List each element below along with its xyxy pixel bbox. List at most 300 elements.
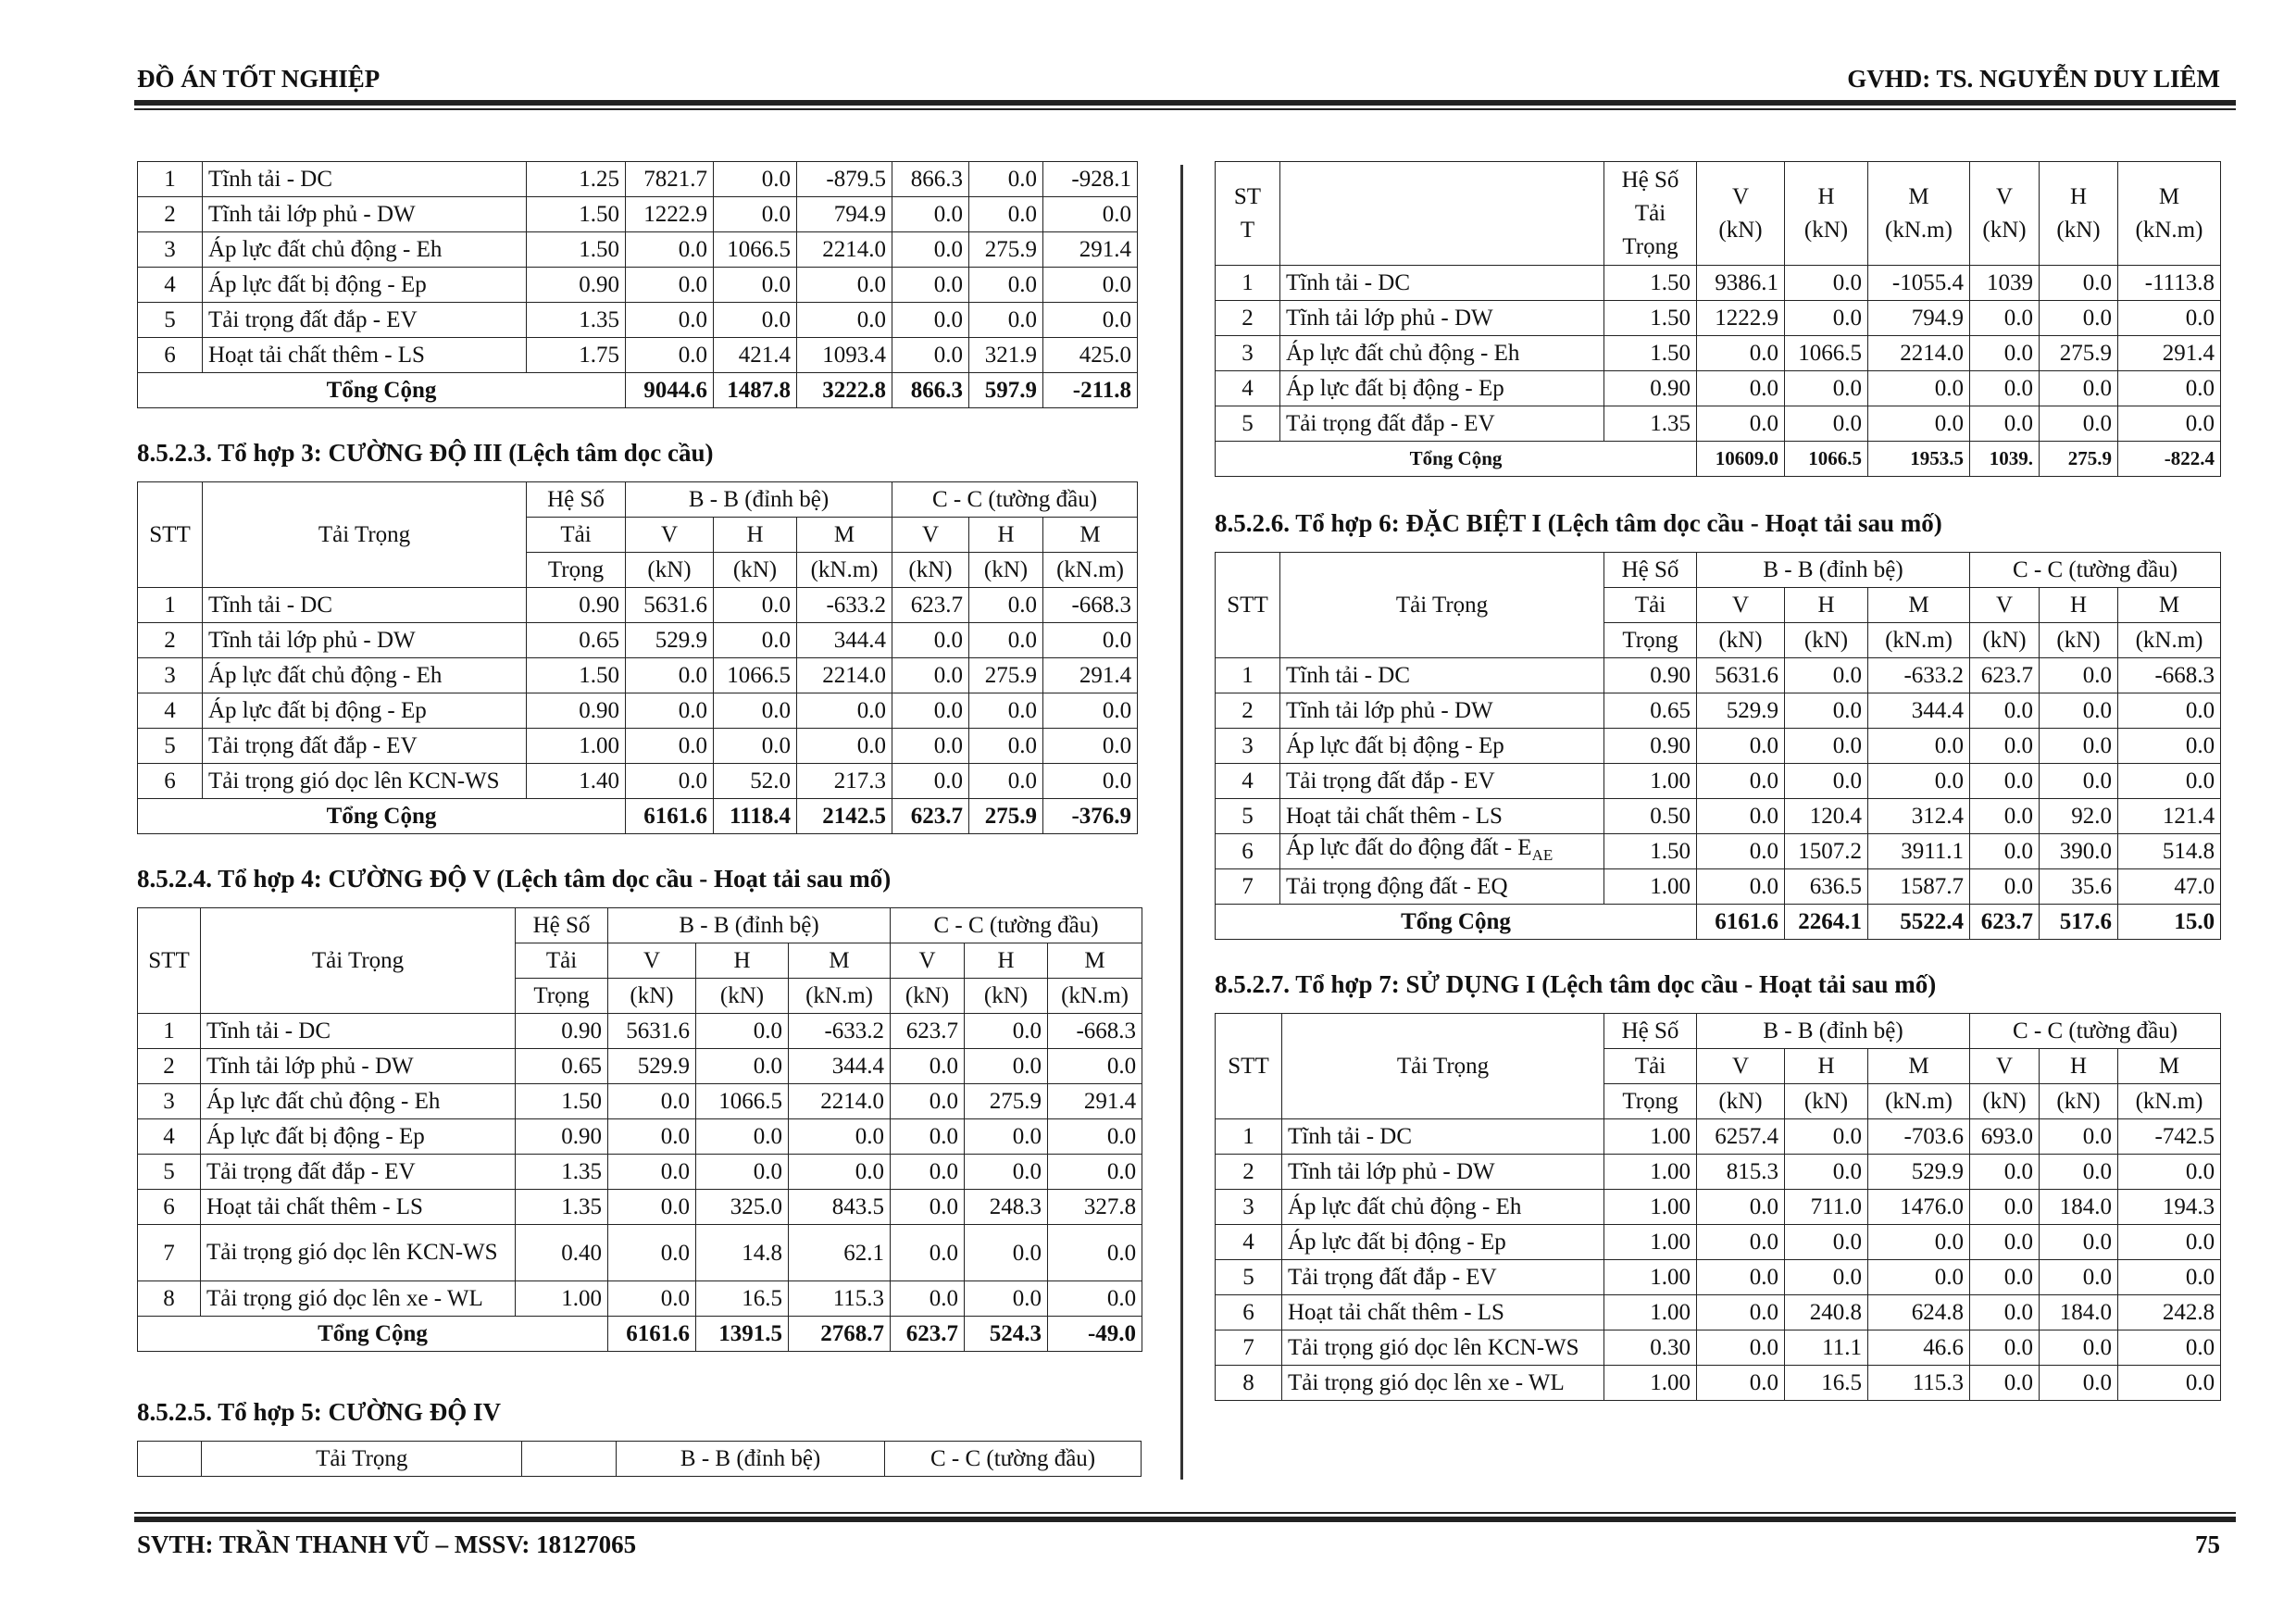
footer-divider bbox=[134, 1512, 2236, 1522]
table-row bbox=[138, 268, 1138, 303]
total-value: 866.3 bbox=[892, 373, 969, 408]
col-unit: (kN) bbox=[2040, 1084, 2118, 1119]
table-combination-4 bbox=[137, 907, 1142, 1352]
load-name: Tĩnh tải - DC bbox=[1280, 266, 1604, 301]
table-cell: 0.0 bbox=[696, 1049, 789, 1084]
table-cell: 2 bbox=[1216, 301, 1280, 336]
table-cell: 0.0 bbox=[1697, 764, 1785, 799]
table-cell: 529.9 bbox=[626, 623, 714, 658]
table-cell: 0.0 bbox=[1868, 1225, 1970, 1260]
total-value: 623.7 bbox=[891, 1317, 965, 1352]
table-cell: 8 bbox=[1216, 1366, 1282, 1401]
table-cell: 0.0 bbox=[891, 1225, 965, 1281]
table-cell: 0.0 bbox=[1970, 1190, 2040, 1225]
table-cell: 0.0 bbox=[891, 1049, 965, 1084]
table-cell: 0.0 bbox=[965, 1119, 1048, 1155]
table-cell: 0.0 bbox=[1048, 1049, 1142, 1084]
table-row bbox=[138, 303, 1138, 338]
col-unit: (kN) bbox=[891, 979, 965, 1014]
table-cell: 0.0 bbox=[892, 268, 969, 303]
table-row bbox=[138, 693, 1138, 729]
table-cell: 0.0 bbox=[2040, 1366, 2118, 1401]
load-name: Áp lực đất bị động - Ep bbox=[1280, 371, 1604, 406]
table-cell: 0.0 bbox=[1785, 1225, 1868, 1260]
col-unit-header bbox=[1785, 162, 1868, 266]
table-cell: 4 bbox=[138, 1119, 201, 1155]
table-cell: 0.0 bbox=[626, 268, 714, 303]
table-cell: 0.0 bbox=[1970, 1295, 2040, 1330]
col-he-so: Hệ Số bbox=[516, 908, 608, 943]
header-project-title: ĐỒ ÁN TỐT NGHIỆP bbox=[137, 65, 381, 93]
table-cell: -633.2 bbox=[1868, 658, 1970, 693]
col-quantity: H bbox=[965, 943, 1048, 979]
total-row bbox=[138, 1317, 1142, 1352]
table-cell: 693.0 bbox=[1970, 1119, 2040, 1155]
table-cell: 0.0 bbox=[891, 1119, 965, 1155]
col-unit-header bbox=[1697, 162, 1785, 266]
table-cell: 0.0 bbox=[969, 729, 1043, 764]
table-cell: 843.5 bbox=[789, 1190, 891, 1225]
table-cell: 1066.5 bbox=[696, 1084, 789, 1119]
table-row bbox=[1216, 1260, 2221, 1295]
table-cell: 0.0 bbox=[2118, 764, 2221, 799]
col-quantity: V bbox=[892, 518, 969, 553]
col-cc: C - C (tường đầu) bbox=[891, 908, 1142, 943]
table-cell: 636.5 bbox=[1785, 869, 1868, 905]
table-cell: 0.0 bbox=[2040, 1119, 2118, 1155]
table-cell: 1 bbox=[1216, 266, 1280, 301]
table-cell: 0.0 bbox=[965, 1014, 1048, 1049]
load-name: Tải trọng đất đắp - EV bbox=[1280, 764, 1604, 799]
table-cell: 1.50 bbox=[516, 1084, 608, 1119]
col-quantity: V bbox=[891, 943, 965, 979]
col-he-so: Tải bbox=[516, 943, 608, 979]
total-value: 6161.6 bbox=[626, 799, 714, 834]
load-name: Tĩnh tải - DC bbox=[1280, 658, 1604, 693]
col-quantity: V bbox=[608, 943, 696, 979]
load-name: Hoạt tải chất thêm - LS bbox=[201, 1190, 516, 1225]
table-row bbox=[1216, 1330, 2221, 1366]
col-quantity: H bbox=[2040, 1049, 2118, 1084]
table-cell: 3 bbox=[1216, 336, 1280, 371]
table-cell: 275.9 bbox=[965, 1084, 1048, 1119]
table-cell: 794.9 bbox=[797, 197, 892, 232]
table-cell: 0.0 bbox=[2040, 1225, 2118, 1260]
table-row bbox=[1216, 869, 2221, 905]
table-cell: 0.50 bbox=[1604, 799, 1697, 834]
table-cell: 0.0 bbox=[789, 1119, 891, 1155]
col-quantity: V bbox=[1731, 183, 1750, 209]
table-cell: 0.90 bbox=[527, 268, 626, 303]
table-cell: 0.0 bbox=[1697, 1190, 1785, 1225]
table-cell: 1.50 bbox=[1604, 834, 1697, 869]
table-cell: 115.3 bbox=[1868, 1366, 1970, 1401]
table-cell: 623.7 bbox=[891, 1014, 965, 1049]
table-cell: 0.0 bbox=[1697, 336, 1785, 371]
col-cc: C - C (tường đầu) bbox=[1970, 1014, 2221, 1049]
footer-student: SVTH: TRẦN THANH VŨ – MSSV: 18127065 bbox=[137, 1530, 637, 1558]
load-name: Tải trọng đất đắp - EV bbox=[1280, 406, 1604, 442]
table-cell: 1.00 bbox=[1604, 1119, 1697, 1155]
table-cell: 1222.9 bbox=[626, 197, 714, 232]
table-cell: 1.50 bbox=[527, 658, 626, 693]
col-unit: (kN.m) bbox=[1043, 553, 1138, 588]
table-cell: -668.3 bbox=[1043, 588, 1138, 623]
table-cell: 1 bbox=[138, 588, 203, 623]
table-row bbox=[138, 1190, 1142, 1225]
col-tai-trong: Tải Trọng bbox=[1282, 1014, 1604, 1119]
col-bb: B - B (đỉnh bệ) bbox=[1697, 1014, 1970, 1049]
table-cell: 1.00 bbox=[1604, 1366, 1697, 1401]
table-cell: 0.0 bbox=[892, 693, 969, 729]
total-value: -822.4 bbox=[2118, 442, 2221, 477]
total-value: 1118.4 bbox=[714, 799, 797, 834]
table-cell: 6 bbox=[138, 338, 203, 373]
table-cell: 3 bbox=[138, 1084, 201, 1119]
table-cell: 0.0 bbox=[969, 162, 1043, 197]
table-cell: 0.90 bbox=[516, 1014, 608, 1049]
table-cell: 5 bbox=[1216, 1260, 1282, 1295]
table-cell: 0.0 bbox=[797, 268, 892, 303]
table-cell: 0.0 bbox=[2040, 266, 2118, 301]
table-cell: 0.0 bbox=[626, 764, 714, 799]
table-cell: 6257.4 bbox=[1697, 1119, 1785, 1155]
col-quantity: M bbox=[2118, 588, 2221, 623]
col-unit: (kN) bbox=[696, 979, 789, 1014]
total-value: -211.8 bbox=[1043, 373, 1138, 408]
table-cell: 0.0 bbox=[2118, 729, 2221, 764]
table-cell: 6 bbox=[1216, 1295, 1282, 1330]
table-cell: 0.0 bbox=[892, 658, 969, 693]
table-cell: 120.4 bbox=[1785, 799, 1868, 834]
table-cell: 248.3 bbox=[965, 1190, 1048, 1225]
col-unit: (kN) bbox=[969, 553, 1043, 588]
table-cell: 35.6 bbox=[2040, 869, 2118, 905]
col-quantity: H bbox=[969, 518, 1043, 553]
table-cell: 2 bbox=[1216, 1155, 1282, 1190]
col-unit: (kN) bbox=[1718, 217, 1763, 243]
section-title-5: 8.5.2.5. Tổ hợp 5: CƯỜNG ĐỘ IV bbox=[137, 1398, 501, 1426]
total-value: 6161.6 bbox=[1697, 905, 1785, 940]
table-cell: 6 bbox=[138, 1190, 201, 1225]
table-row bbox=[138, 338, 1138, 373]
table-cell: 0.90 bbox=[1604, 371, 1697, 406]
header-supervisor: GVHD: TS. NGUYỄN DUY LIÊM bbox=[1847, 65, 2220, 93]
table-cell: 1.50 bbox=[1604, 301, 1697, 336]
table-cell: 0.0 bbox=[626, 303, 714, 338]
table-cell: 1.50 bbox=[1604, 336, 1697, 371]
table-cell: 0.0 bbox=[965, 1225, 1048, 1281]
table-cell: 327.8 bbox=[1048, 1190, 1142, 1225]
table-cell: 0.0 bbox=[892, 338, 969, 373]
table-cell: 0.0 bbox=[1970, 764, 2040, 799]
table-cell: 0.0 bbox=[1697, 406, 1785, 442]
table-cell: 184.0 bbox=[2040, 1295, 2118, 1330]
col-quantity: M bbox=[2158, 183, 2180, 209]
col-quantity: H bbox=[1785, 588, 1868, 623]
col-unit: (kN.m) bbox=[797, 553, 892, 588]
col-unit: (kN) bbox=[714, 553, 797, 588]
col-tai-trong: Tải Trọng bbox=[202, 1442, 522, 1477]
table-cell: 0.0 bbox=[1970, 1225, 2040, 1260]
col-quantity: M bbox=[789, 943, 891, 979]
col-he-so: Trọng bbox=[1604, 1084, 1697, 1119]
total-value: -49.0 bbox=[1048, 1317, 1142, 1352]
table-cell: 1039 bbox=[1970, 266, 2040, 301]
col-he-so: Hệ Số bbox=[527, 482, 626, 518]
table-cell: 1 bbox=[138, 162, 203, 197]
col-quantity: M bbox=[1908, 183, 1929, 209]
col-unit: (kN) bbox=[1982, 217, 2027, 243]
table-row bbox=[1216, 301, 2221, 336]
header-row bbox=[1216, 553, 2221, 588]
col-bb: B - B (đỉnh bệ) bbox=[617, 1442, 885, 1477]
col-quantity: V bbox=[1995, 183, 2014, 209]
total-label: Tổng Cộng bbox=[138, 373, 626, 408]
table-row bbox=[138, 588, 1138, 623]
col-he-so-part: Trọng bbox=[1622, 233, 1678, 259]
table-cell: 9386.1 bbox=[1697, 266, 1785, 301]
section-title-7: 8.5.2.7. Tổ hợp 7: SỬ DỤNG I (Lệch tâm dọc cầu - Hoạt tải sau mố) bbox=[1215, 970, 1937, 998]
table-cell: 5631.6 bbox=[626, 588, 714, 623]
table-row bbox=[1216, 1155, 2221, 1190]
col-quantity: V bbox=[626, 518, 714, 553]
table-cell: 0.0 bbox=[1868, 371, 1970, 406]
total-label: Tổng Cộng bbox=[138, 799, 626, 834]
table-cell: 623.7 bbox=[1970, 658, 2040, 693]
col-stt-part: T bbox=[1240, 217, 1255, 243]
table-cell: -668.3 bbox=[2118, 658, 2221, 693]
table-cell: 0.0 bbox=[1785, 301, 1868, 336]
col-he-so bbox=[1604, 162, 1697, 266]
col-unit: (kN) bbox=[1785, 1084, 1868, 1119]
table-cell: 1.50 bbox=[527, 197, 626, 232]
table-cell: 5631.6 bbox=[608, 1014, 696, 1049]
table-cell: 1.35 bbox=[527, 303, 626, 338]
table-cell: 0.0 bbox=[969, 764, 1043, 799]
table-cell: 0.0 bbox=[965, 1155, 1048, 1190]
table-cell: 0.40 bbox=[516, 1225, 608, 1281]
table-cell: 5 bbox=[138, 729, 203, 764]
table-cell: 1.50 bbox=[1604, 266, 1697, 301]
col-he-so: Hệ Số bbox=[1604, 1014, 1697, 1049]
page-number: 75 bbox=[2195, 1530, 2220, 1558]
table-cell: 11.1 bbox=[1785, 1330, 1868, 1366]
col-quantity: H bbox=[2069, 183, 2088, 209]
table-cell: 1 bbox=[138, 1014, 201, 1049]
total-value: 1953.5 bbox=[1868, 442, 1970, 477]
table-cell: 0.0 bbox=[1970, 336, 2040, 371]
table-cell: 0.0 bbox=[1048, 1155, 1142, 1190]
table-cell: 0.0 bbox=[608, 1155, 696, 1190]
table-cell: -879.5 bbox=[797, 162, 892, 197]
load-name: Hoạt tải chất thêm - LS bbox=[203, 338, 527, 373]
table-cell: 115.3 bbox=[789, 1281, 891, 1317]
table-cell: -668.3 bbox=[1048, 1014, 1142, 1049]
table-cell: 0.0 bbox=[1697, 1225, 1785, 1260]
table-cell: 5 bbox=[1216, 406, 1280, 442]
load-name: Tải trọng gió dọc lên KCN-WS bbox=[1282, 1330, 1604, 1366]
table-cell: 1.35 bbox=[516, 1190, 608, 1225]
total-row bbox=[138, 799, 1138, 834]
table-cell: 0.0 bbox=[696, 1155, 789, 1190]
load-name bbox=[1280, 834, 1604, 869]
table-cell: 529.9 bbox=[608, 1049, 696, 1084]
table-cell: 2214.0 bbox=[797, 232, 892, 268]
load-name: Tĩnh tải - DC bbox=[1282, 1119, 1604, 1155]
total-value: 10609.0 bbox=[1697, 442, 1785, 477]
total-value: 15.0 bbox=[2118, 905, 2221, 940]
table-cell: 0.0 bbox=[714, 162, 797, 197]
table-cell: 242.8 bbox=[2118, 1295, 2221, 1330]
table-cell: 0.0 bbox=[2118, 1155, 2221, 1190]
col-tai-trong bbox=[1280, 162, 1604, 266]
table-cell: 0.0 bbox=[1043, 623, 1138, 658]
table-cell: 0.0 bbox=[696, 1014, 789, 1049]
table-cell: 711.0 bbox=[1785, 1190, 1868, 1225]
load-name: Tải trọng đất đắp - EV bbox=[203, 729, 527, 764]
table-cell: 0.0 bbox=[626, 729, 714, 764]
table-cell: 0.0 bbox=[1868, 764, 1970, 799]
table-cell: 16.5 bbox=[1785, 1366, 1868, 1401]
table-cell: 1.50 bbox=[527, 232, 626, 268]
column-divider bbox=[1180, 165, 1183, 1480]
load-name-subscript: AE bbox=[1531, 846, 1554, 864]
table-cell: 312.4 bbox=[1868, 799, 1970, 834]
col-unit: (kN.m) bbox=[1048, 979, 1142, 1014]
load-name: Áp lực đất chủ động - Eh bbox=[203, 232, 527, 268]
table-cell: 794.9 bbox=[1868, 301, 1970, 336]
col-tai-trong: Tải Trọng bbox=[1280, 553, 1604, 658]
load-name: Áp lực đất bị động - Ep bbox=[1282, 1225, 1604, 1260]
table-cell: 1222.9 bbox=[1697, 301, 1785, 336]
col-quantity: V bbox=[1697, 588, 1785, 623]
table-cell: 0.0 bbox=[1785, 371, 1868, 406]
table-cell: 1.00 bbox=[1604, 764, 1697, 799]
col-unit-header bbox=[2040, 162, 2118, 266]
table-row bbox=[138, 162, 1138, 197]
table-cell: 0.0 bbox=[608, 1281, 696, 1317]
table-cell: 0.0 bbox=[789, 1155, 891, 1190]
col-he-so: Tải bbox=[1604, 588, 1697, 623]
total-value: 2768.7 bbox=[789, 1317, 891, 1352]
col-unit: (kN) bbox=[1697, 1084, 1785, 1119]
table-cell: 2214.0 bbox=[797, 658, 892, 693]
col-unit: (kN) bbox=[1970, 623, 2040, 658]
load-name: Tải trọng gió dọc lên KCN-WS bbox=[201, 1225, 516, 1281]
table-cell: 0.0 bbox=[1697, 1330, 1785, 1366]
total-value: 3222.8 bbox=[797, 373, 892, 408]
table-row bbox=[138, 1225, 1142, 1281]
table-cell: 344.4 bbox=[797, 623, 892, 658]
col-stt: STT bbox=[138, 908, 201, 1014]
col-stt bbox=[1216, 162, 1280, 266]
col-unit: (kN) bbox=[626, 553, 714, 588]
table-cell: 0.0 bbox=[2040, 301, 2118, 336]
table-row bbox=[1216, 799, 2221, 834]
table-cell: 321.9 bbox=[969, 338, 1043, 373]
load-name: Hoạt tải chất thêm - LS bbox=[1280, 799, 1604, 834]
table-cell: 0.0 bbox=[1043, 693, 1138, 729]
table-cell: 0.0 bbox=[2118, 1330, 2221, 1366]
table-cell: 0.0 bbox=[1970, 1366, 2040, 1401]
table-cell: 291.4 bbox=[1048, 1084, 1142, 1119]
col-unit: (kN) bbox=[892, 553, 969, 588]
table-cell: 0.0 bbox=[1785, 764, 1868, 799]
table-cell: 0.0 bbox=[891, 1084, 965, 1119]
table-cell: 0.0 bbox=[714, 303, 797, 338]
total-value: 1039. bbox=[1970, 442, 2040, 477]
col-unit-header bbox=[2118, 162, 2221, 266]
table-cell: 624.8 bbox=[1868, 1295, 1970, 1330]
table-cell: 1 bbox=[1216, 1119, 1282, 1155]
table-cell: 0.0 bbox=[1043, 268, 1138, 303]
col-tai-trong: Tải Trọng bbox=[203, 482, 527, 588]
table-cell: 1476.0 bbox=[1868, 1190, 1970, 1225]
col-unit: (kN.m) bbox=[1868, 623, 1970, 658]
table-row bbox=[1216, 729, 2221, 764]
col-quantity: H bbox=[696, 943, 789, 979]
table-cell: 514.8 bbox=[2118, 834, 2221, 869]
table-cell: 344.4 bbox=[1868, 693, 1970, 729]
table-cell: 0.0 bbox=[1868, 1260, 1970, 1295]
table-cell: 5 bbox=[138, 303, 203, 338]
table-cell: 0.0 bbox=[1048, 1225, 1142, 1281]
table-cell: 194.3 bbox=[2118, 1190, 2221, 1225]
table-cell: 0.0 bbox=[2118, 1260, 2221, 1295]
col-bb: B - B (đỉnh bệ) bbox=[608, 908, 891, 943]
col-unit: (kN.m) bbox=[789, 979, 891, 1014]
load-name: Tải trọng đất đắp - EV bbox=[203, 303, 527, 338]
table-row bbox=[138, 658, 1138, 693]
col-cc: C - C (tường đầu) bbox=[1970, 553, 2221, 588]
table-cell: 7 bbox=[1216, 1330, 1282, 1366]
table-cell: 16.5 bbox=[696, 1281, 789, 1317]
table-cell: 3 bbox=[1216, 1190, 1282, 1225]
table-cell: 1.35 bbox=[516, 1155, 608, 1190]
col-quantity: M bbox=[1043, 518, 1138, 553]
col-he-so: Tải bbox=[527, 518, 626, 553]
total-value: 9044.6 bbox=[626, 373, 714, 408]
table-cell: 47.0 bbox=[2118, 869, 2221, 905]
table-cell: 0.0 bbox=[892, 303, 969, 338]
load-name: Tĩnh tải - DC bbox=[203, 162, 527, 197]
table-cell: 5631.6 bbox=[1697, 658, 1785, 693]
col-he-so-part: Tải bbox=[1634, 200, 1666, 226]
table-row bbox=[1216, 1190, 2221, 1225]
col-bb: B - B (đỉnh bệ) bbox=[1697, 553, 1970, 588]
table-cell: 0.0 bbox=[1868, 729, 1970, 764]
table-row bbox=[138, 764, 1138, 799]
col-quantity: M bbox=[797, 518, 892, 553]
table-cell: 0.0 bbox=[626, 232, 714, 268]
table-cell: 46.6 bbox=[1868, 1330, 1970, 1366]
table-cell: 1066.5 bbox=[714, 658, 797, 693]
table-cell: 1.00 bbox=[1604, 1225, 1697, 1260]
table-cell: 0.0 bbox=[965, 1049, 1048, 1084]
table-cell: 0.0 bbox=[1697, 729, 1785, 764]
table-cell: 1.00 bbox=[1604, 869, 1697, 905]
table-cell: 344.4 bbox=[789, 1049, 891, 1084]
col-unit: (kN) bbox=[1970, 1084, 2040, 1119]
header-row bbox=[1216, 162, 2221, 266]
table-cell: 0.0 bbox=[1697, 1295, 1785, 1330]
table-cell: 0.0 bbox=[714, 268, 797, 303]
col-he-so: Tải bbox=[1604, 1049, 1697, 1084]
table-cell: 0.65 bbox=[516, 1049, 608, 1084]
table-row bbox=[138, 1155, 1142, 1190]
table-cell: 5 bbox=[1216, 799, 1280, 834]
